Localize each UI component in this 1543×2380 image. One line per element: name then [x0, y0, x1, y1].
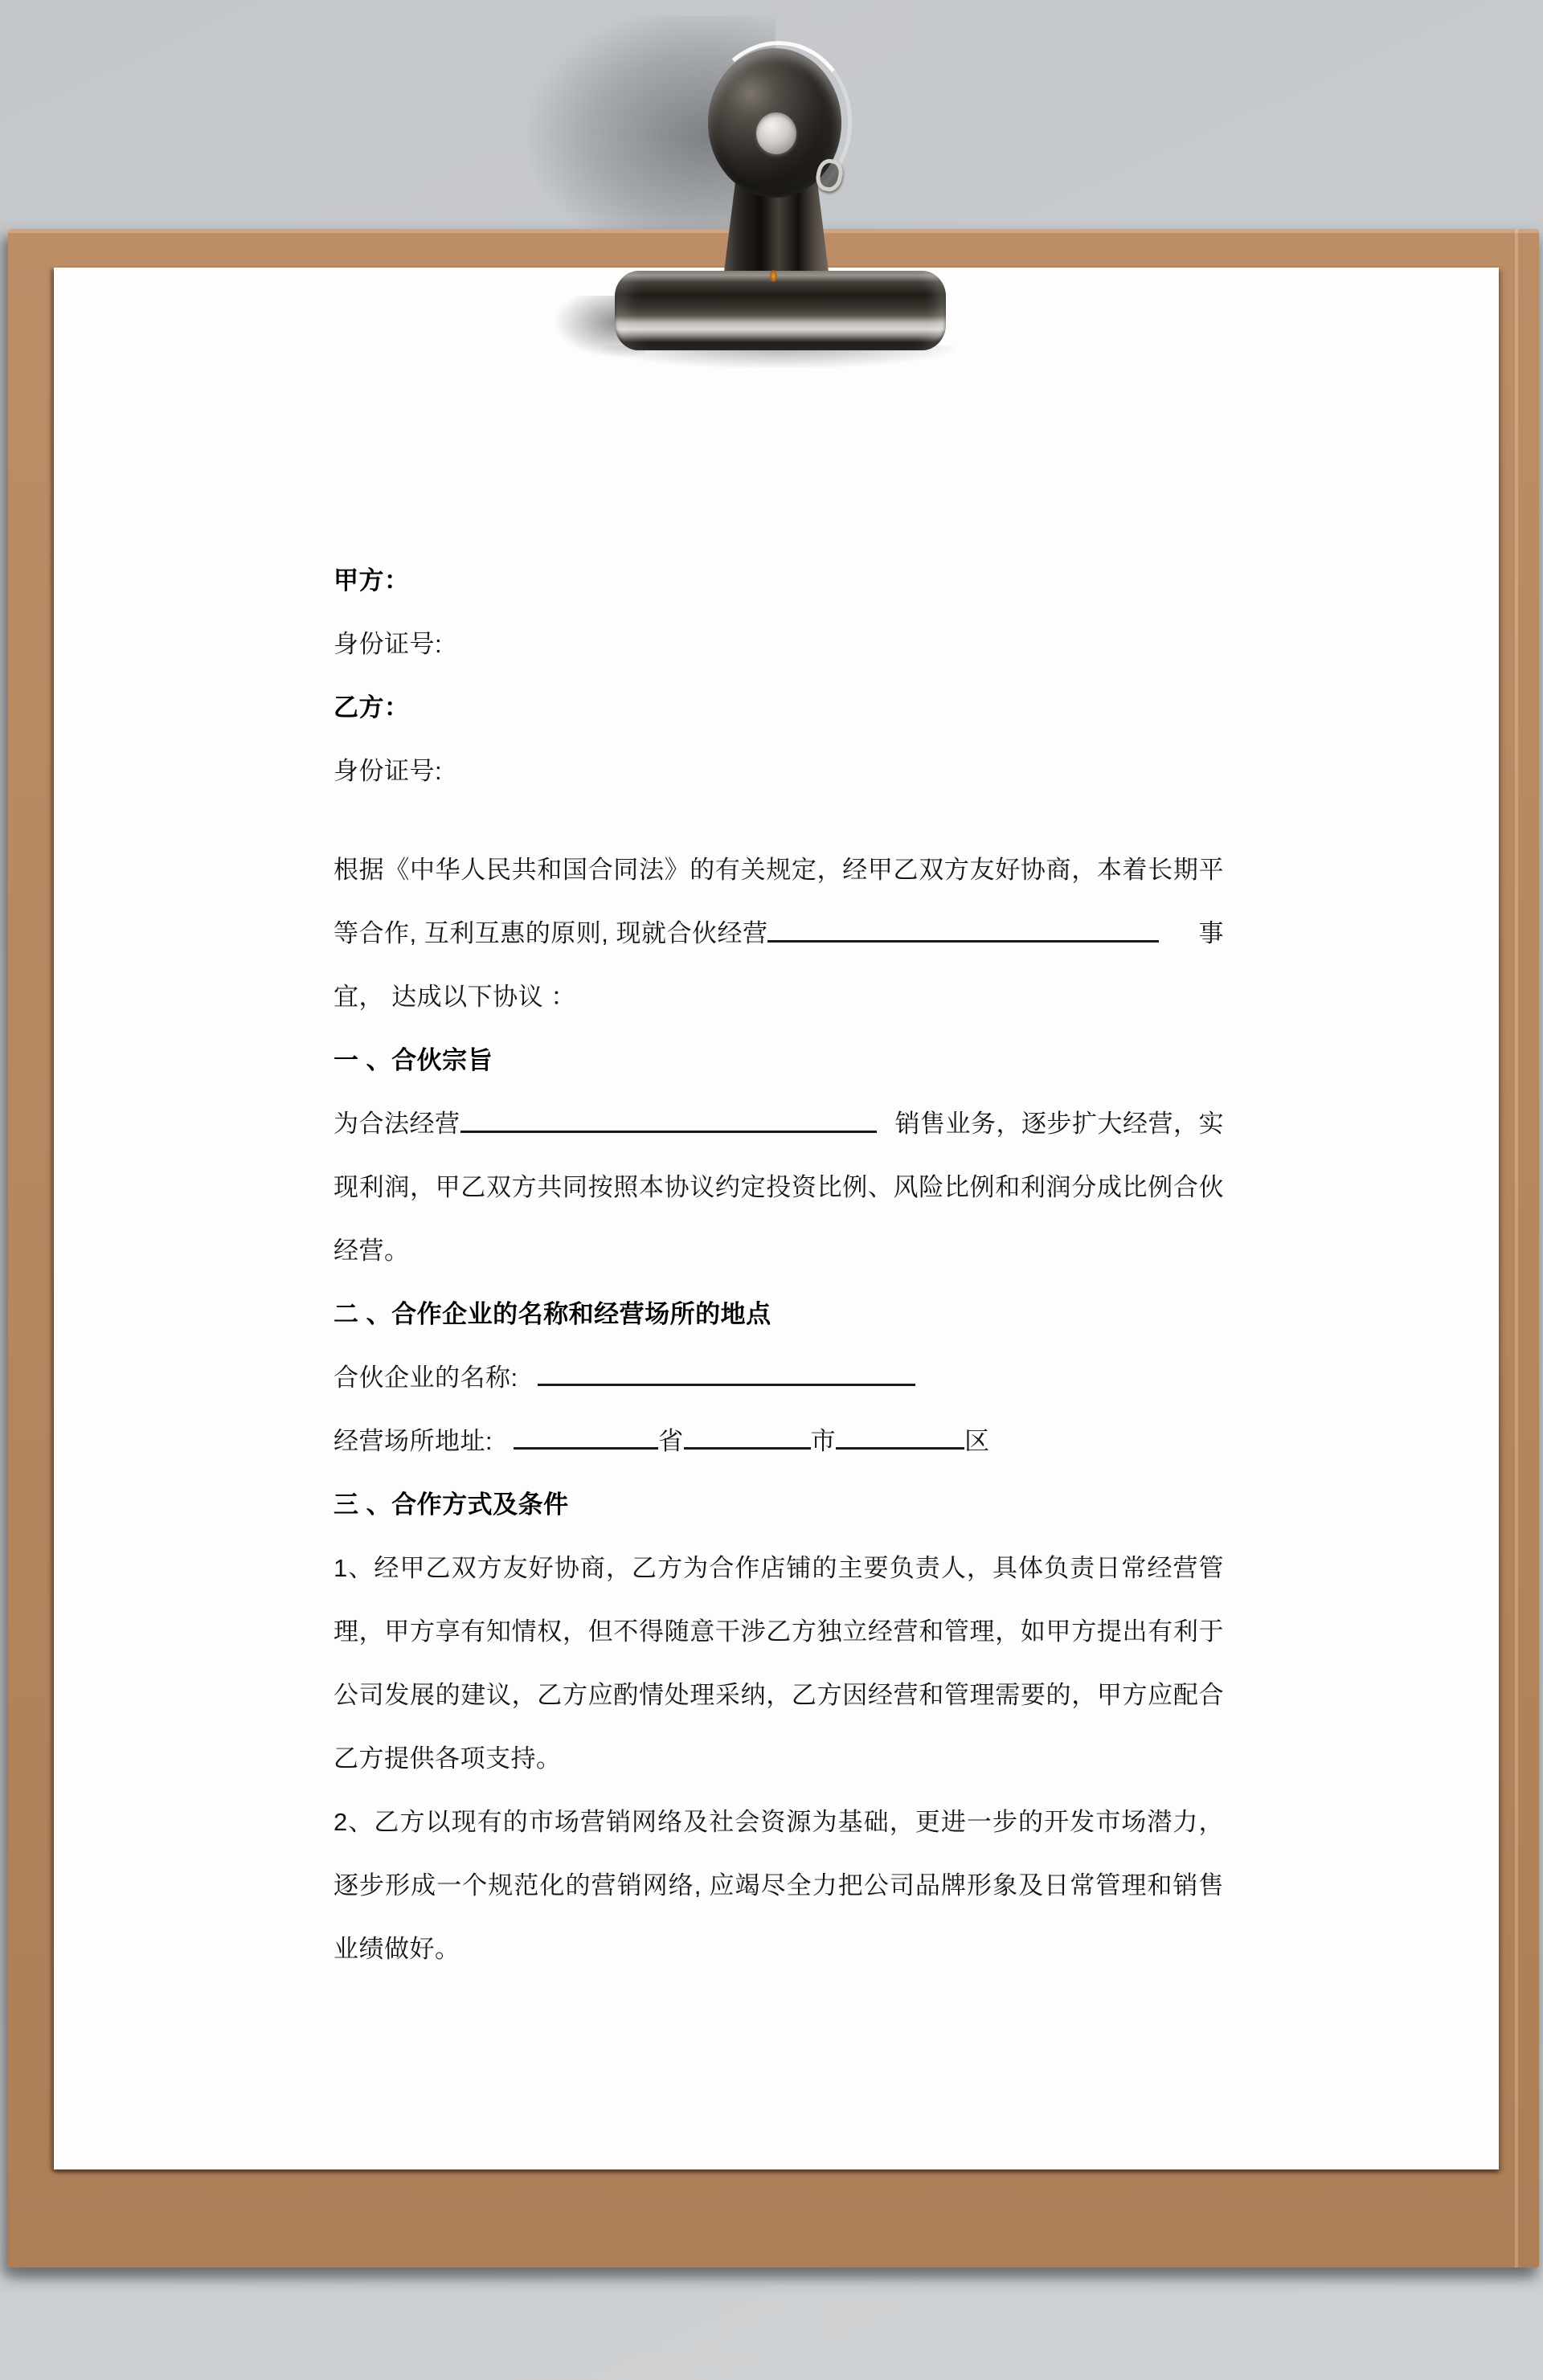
section-3-heading: 三 、合作方式及条件: [334, 1491, 569, 1519]
section-1-line-3: 经营。: [334, 1237, 410, 1265]
section-2-heading: 二 、合作企业的名称和经营场所的地点: [334, 1300, 772, 1328]
clip-glint-highlight: [770, 270, 777, 282]
section-1-line-2: 现利润，甲乙双方共同按照本协议约定投资比例、风险比例和利润分成比例合伙: [334, 1173, 1224, 1201]
section-3-p2-line-2: 逐步形成一个规范化的营销网络, 应竭尽全力把公司品牌形象及日常管理和销售: [334, 1871, 1224, 1900]
intro-line-3: 宜， 达成以下协议 ：: [334, 983, 576, 1011]
intro-line-2: [334, 902, 1224, 965]
section-1-heading: 一 、合伙宗旨: [334, 1046, 493, 1074]
city-fill-in-blank: [684, 1447, 811, 1450]
party-a-label: 甲方：: [334, 566, 410, 595]
intro-line-1: 根据《中华人民共和国合同法》的有关规定，经甲乙双方友好协商，本着长期平: [334, 856, 1224, 884]
clip-hole: [756, 112, 796, 154]
section-3-p1-line-3: 公司发展的建议，乙方应酌情处理采纳，乙方因经营和管理需要的，甲方应配合: [334, 1681, 1224, 1709]
section-3-p1-line-4: 乙方提供各项支持。: [334, 1744, 562, 1773]
section-1-line-1: [334, 1092, 1224, 1155]
city-suffix: 市: [810, 1427, 837, 1455]
intro-line-2-end: 事: [1198, 919, 1224, 947]
business-fill-in-blank: [767, 902, 1158, 943]
section-1-line-1-prefix: 为合法经营: [334, 1110, 460, 1138]
company-name-fill-in-blank: [538, 1384, 915, 1386]
district-suffix: 区: [964, 1427, 990, 1455]
contract-document: [334, 549, 1224, 1981]
section-3-p1-line-2: 理，甲方享有知情权，但不得随意干涉乙方独立经营和管理，如甲方提出有利于: [334, 1617, 1224, 1646]
company-name-line: [334, 1346, 1224, 1409]
address-label: 经营场所地址:: [334, 1427, 493, 1455]
party-a-id-label: 身份证号:: [334, 630, 443, 658]
section-1-line-1-suffix: 销售业务，逐步扩大经营，实: [894, 1110, 1224, 1138]
contract-paper: [54, 268, 1499, 2169]
section-3-p1-line-1: 1、经甲乙双方友好协商，乙方为合作店铺的主要负责人，具体负责日常经营管: [334, 1554, 1224, 1582]
party-b-label: 乙方：: [334, 693, 410, 722]
party-b-id-label: 身份证号:: [334, 757, 443, 785]
province-suffix: 省: [658, 1427, 684, 1455]
address-line: [334, 1409, 1224, 1473]
company-name-label: 合伙企业的名称:: [334, 1364, 518, 1392]
clip-bar: [615, 271, 946, 350]
paragraph-spacer: [334, 803, 1224, 838]
legal-business-fill-in-blank: [460, 1092, 877, 1133]
section-3-p2-line-1: 2、乙方以现有的市场营销网络及社会资源为基础，更进一步的开发市场潜力，: [334, 1808, 1224, 1836]
district-fill-in-blank: [836, 1447, 964, 1450]
province-fill-in-blank: [514, 1447, 658, 1450]
intro-line-2-text: 等合作, 互利互惠的原则, 现就合伙经营: [334, 919, 768, 947]
section-3-p2-line-3: 业绩做好。: [334, 1935, 460, 1963]
